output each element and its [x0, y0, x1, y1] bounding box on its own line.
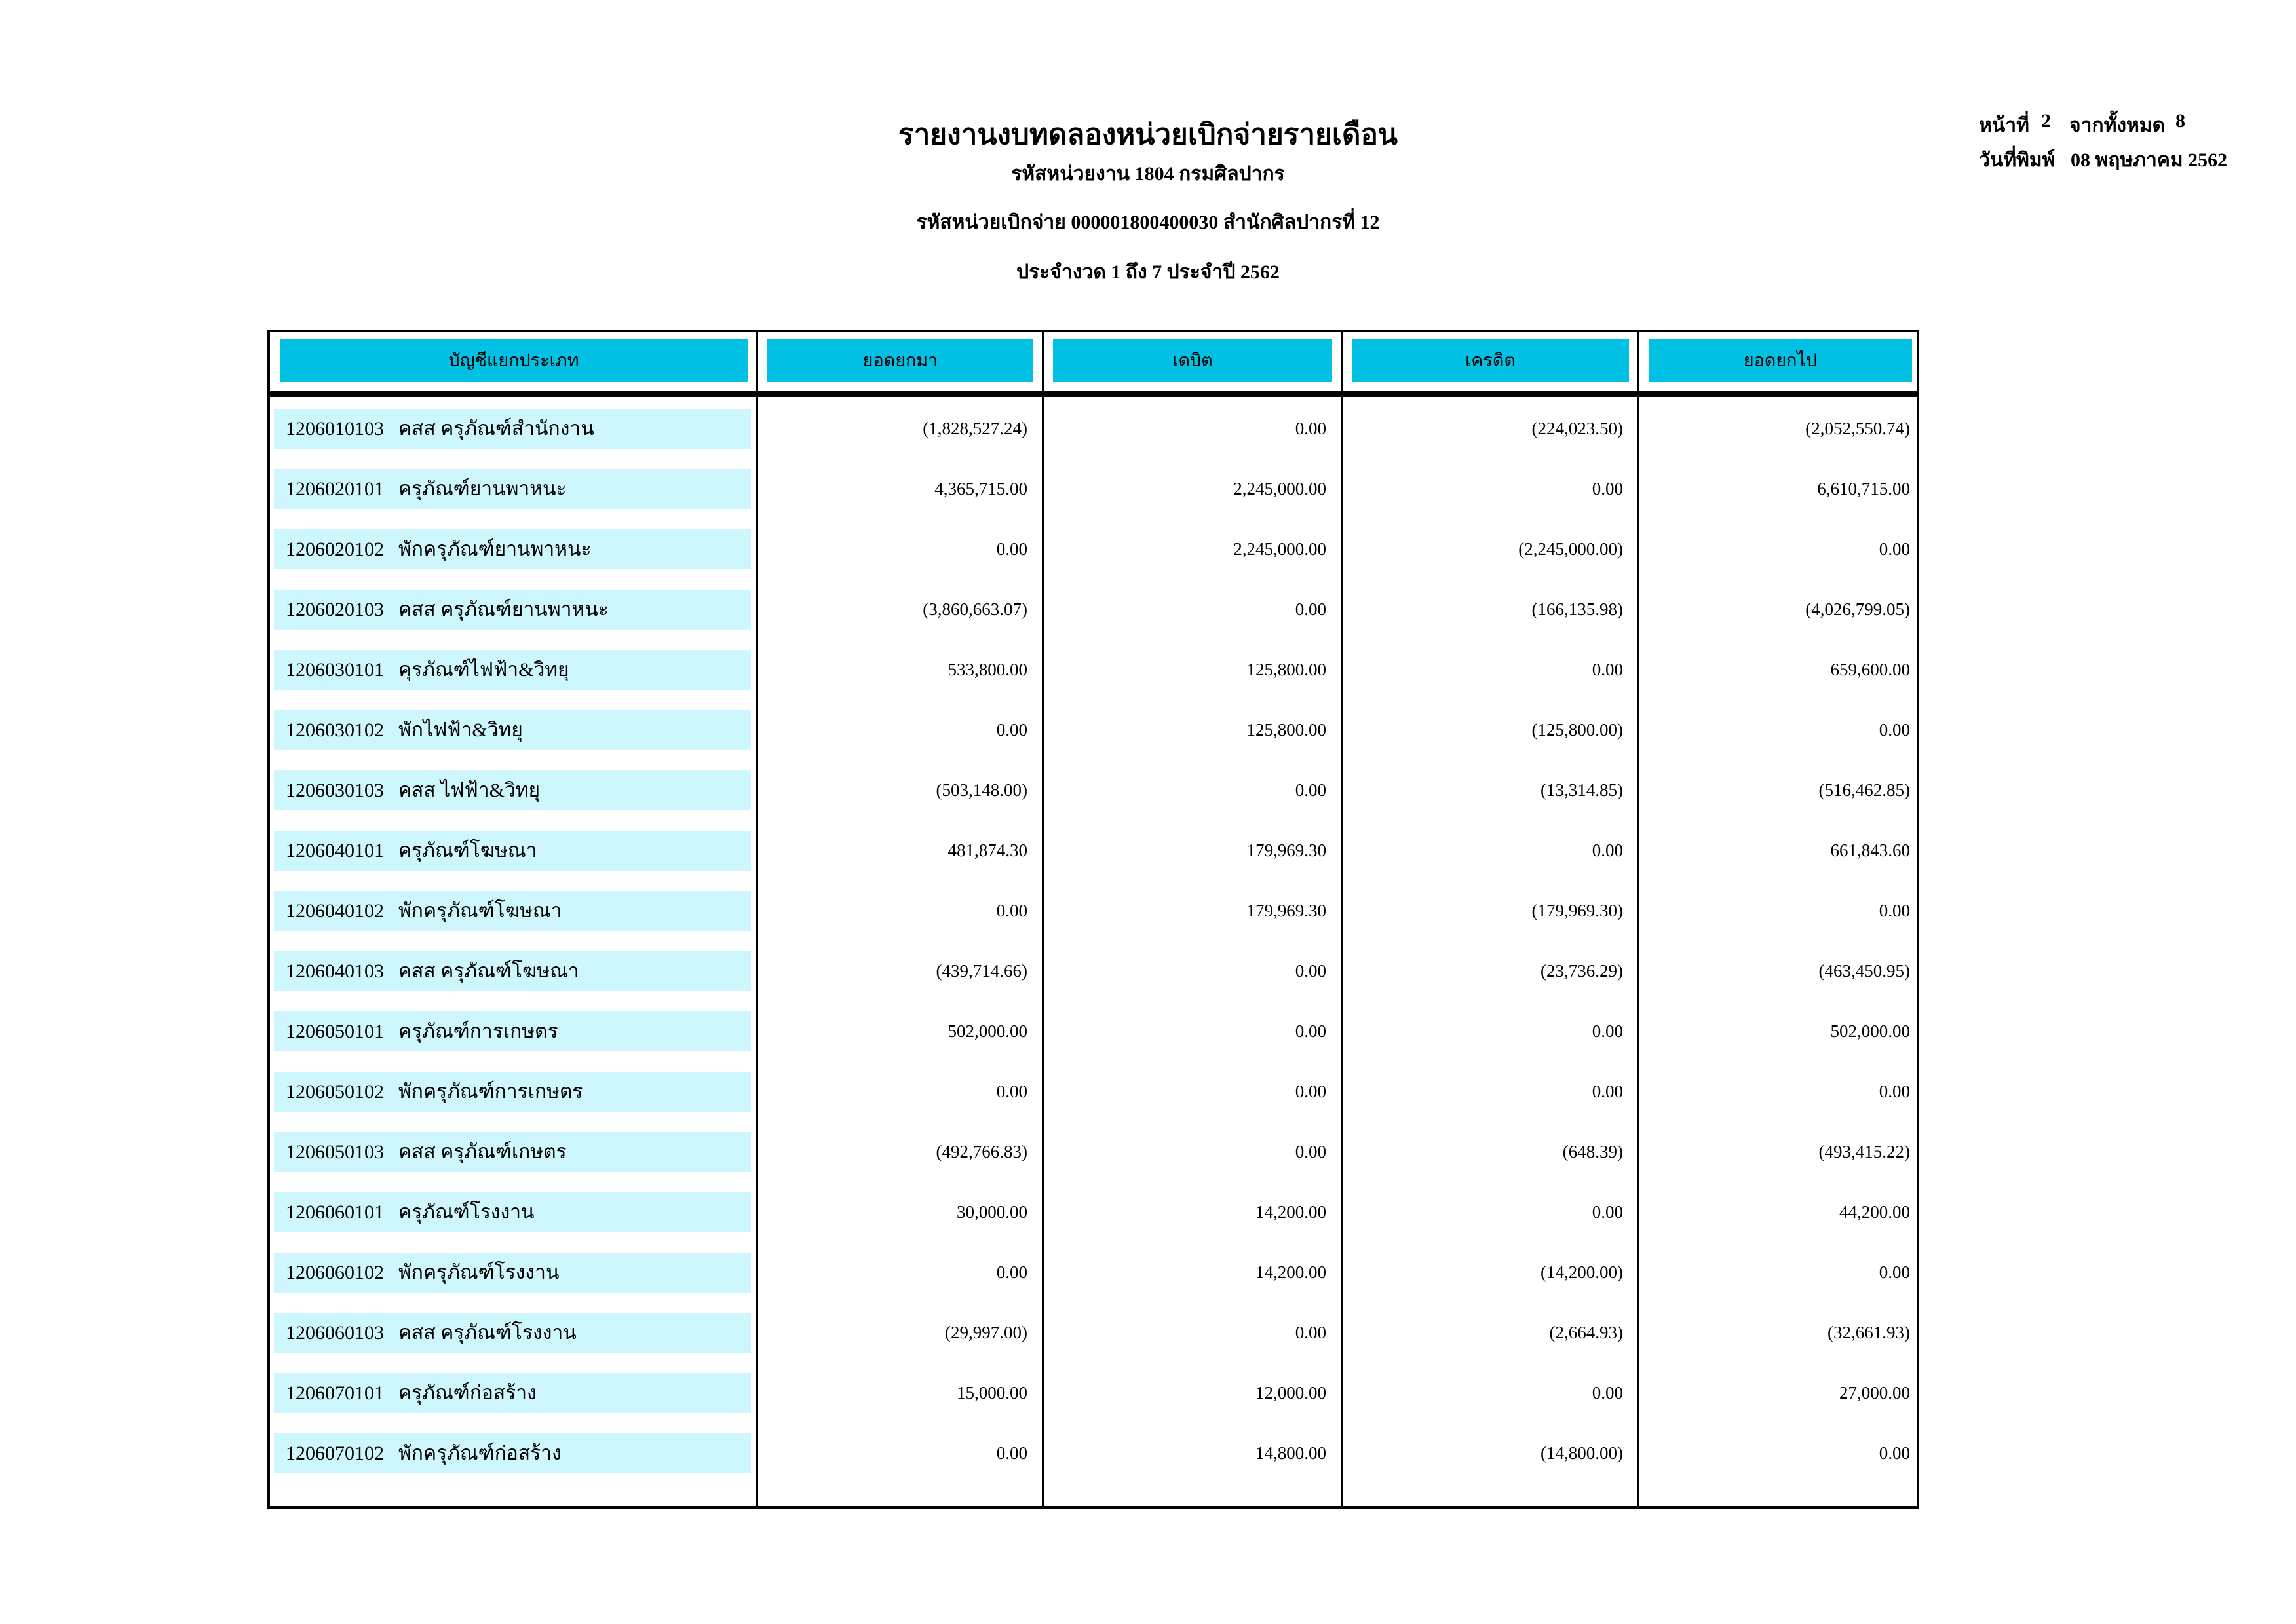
account-row-stripe: [274, 650, 751, 690]
amount-debit: 0.00: [1295, 961, 1326, 981]
amount-brought-forward: (492,766.83): [936, 1142, 1027, 1161]
amount-debit: 125,800.00: [1246, 660, 1326, 679]
account-row-stripe: [274, 1433, 751, 1473]
account-row-stripe: [274, 1192, 751, 1232]
period-line: ประจำงวด 1 ถึง 7 ประจำปี 2562: [1016, 261, 1280, 283]
account-code: 1206030102: [286, 719, 384, 741]
account-name: คุรภัณฑ์ไฟฟ้า&วิทยุ: [398, 659, 569, 681]
amount-credit: (166,135.98): [1531, 599, 1623, 619]
amount-credit: (13,314.85): [1540, 780, 1623, 800]
account-code: 1206050103: [286, 1141, 384, 1163]
amount-credit: (2,664.93): [1549, 1323, 1623, 1342]
amount-brought-forward: 0.00: [996, 720, 1027, 740]
amount-credit: 0.00: [1592, 1383, 1623, 1403]
amount-brought-forward: 0.00: [996, 1262, 1027, 1282]
amount-debit: 0.00: [1295, 1082, 1326, 1101]
amount-debit: 0.00: [1295, 780, 1326, 800]
account-name: พักครุภัณฑ์โรงงาน: [398, 1262, 560, 1283]
account-row-stripe: [274, 710, 751, 750]
account-name: คสส ไฟฟ้า&วิทยุ: [398, 780, 541, 801]
account-code: 1206060102: [286, 1262, 384, 1283]
account-code: 1206020101: [286, 478, 384, 500]
amount-brought-forward: (3,860,663.07): [923, 599, 1027, 619]
amount-carried-forward: 0.00: [1879, 720, 1910, 740]
account-name: พักไฟฟ้า&วิทยุ: [398, 719, 523, 741]
amount-brought-forward: (1,828,527.24): [923, 419, 1027, 438]
amount-carried-forward: (493,415.22): [1818, 1142, 1910, 1161]
account-row-stripe: [274, 1132, 751, 1172]
amount-credit: (23,736.29): [1540, 961, 1623, 981]
account-code: 1206030103: [286, 780, 384, 801]
print-date-label: วันที่พิมพ์: [1979, 149, 2056, 171]
total-pages-label: จากทั้งหมด: [2069, 115, 2166, 136]
amount-brought-forward: (503,148.00): [936, 780, 1027, 800]
report-title: รายงานงบทดลองหน่วยเบิกจ่ายรายเดือน: [898, 119, 1398, 151]
amount-credit: 0.00: [1592, 660, 1623, 679]
account-row-stripe: [274, 529, 751, 569]
total-pages-value: 8: [2175, 110, 2185, 132]
page-number-label: หน้าที่: [1979, 115, 2029, 136]
account-row-stripe: [274, 590, 751, 630]
amount-carried-forward: 27,000.00: [1839, 1383, 1910, 1403]
amount-brought-forward: 4,365,715.00: [934, 479, 1027, 499]
amount-debit: 0.00: [1295, 1142, 1326, 1161]
amount-debit: 0.00: [1295, 419, 1326, 438]
amount-credit: (224,023.50): [1531, 419, 1623, 438]
amount-credit: (125,800.00): [1531, 720, 1623, 740]
amount-credit: (14,800.00): [1540, 1443, 1623, 1463]
amount-brought-forward: 30,000.00: [957, 1202, 1027, 1222]
account-name: คสส ครุภัณฑ์เกษตร: [398, 1141, 567, 1163]
print-date-value: 08 พฤษภาคม 2562: [2071, 149, 2228, 171]
amount-credit: 0.00: [1592, 479, 1623, 499]
account-name: พักครุภัณฑ์การเกษตร: [398, 1081, 583, 1103]
amount-brought-forward: 533,800.00: [947, 660, 1027, 679]
amount-debit: 2,245,000.00: [1233, 479, 1326, 499]
amount-debit: 125,800.00: [1246, 720, 1326, 740]
amount-carried-forward: 661,843.60: [1830, 840, 1910, 860]
amount-carried-forward: 0.00: [1879, 1443, 1910, 1463]
account-row-stripe: [274, 1011, 751, 1051]
account-row-stripe: [274, 951, 751, 991]
column-header-2: เดบิต: [1053, 339, 1332, 382]
amount-credit: (179,969.30): [1531, 901, 1623, 920]
account-name: คสส ครุภัณฑ์โรงงาน: [398, 1322, 577, 1344]
amount-credit: 0.00: [1592, 1202, 1623, 1222]
trial-balance-table: [267, 330, 1919, 1509]
amount-carried-forward: 0.00: [1879, 539, 1910, 559]
account-row-stripe: [274, 1072, 751, 1112]
amount-brought-forward: 0.00: [996, 539, 1027, 559]
account-row-stripe: [274, 1373, 751, 1413]
amount-carried-forward: (463,450.95): [1818, 961, 1910, 981]
amount-credit: 0.00: [1592, 840, 1623, 860]
account-name: คสส ครุภัณฑ์ยานพาหนะ: [398, 599, 609, 620]
amount-carried-forward: (516,462.85): [1818, 780, 1910, 800]
amount-debit: 2,245,000.00: [1233, 539, 1326, 559]
account-code: 1206060103: [286, 1322, 384, 1344]
account-name: พักครุภัณฑ์ยานพาหนะ: [398, 538, 592, 560]
account-name: พักครุภัณฑ์ก่อสร้าง: [398, 1443, 562, 1464]
amount-credit: (648.39): [1562, 1142, 1623, 1161]
amount-debit: 179,969.30: [1246, 840, 1326, 860]
amount-credit: 0.00: [1592, 1082, 1623, 1101]
account-name: ครุภัณฑ์โรงงาน: [398, 1201, 535, 1223]
account-row-stripe: [274, 469, 751, 509]
amount-brought-forward: 0.00: [996, 1443, 1027, 1463]
account-code: 1206070102: [286, 1443, 384, 1464]
amount-brought-forward: 481,874.30: [947, 840, 1027, 860]
amount-brought-forward: 0.00: [996, 1082, 1027, 1101]
amount-credit: (2,245,000.00): [1518, 539, 1623, 559]
account-name: คสส ครุภัณฑ์โฆษณา: [398, 960, 579, 982]
amount-brought-forward: 0.00: [996, 901, 1027, 920]
page-number-value: 2: [2041, 110, 2051, 132]
amount-carried-forward: 0.00: [1879, 901, 1910, 920]
account-row-stripe: [274, 770, 751, 810]
amount-carried-forward: 44,200.00: [1839, 1202, 1910, 1222]
amount-debit: 0.00: [1295, 599, 1326, 619]
header-underline: [270, 391, 1917, 397]
account-code: 1206040101: [286, 840, 384, 861]
amount-carried-forward: 0.00: [1879, 1082, 1910, 1101]
amount-credit: 0.00: [1592, 1021, 1623, 1041]
amount-debit: 14,800.00: [1255, 1443, 1326, 1463]
amount-carried-forward: 659,600.00: [1830, 660, 1910, 679]
amount-debit: 179,969.30: [1246, 901, 1326, 920]
account-row-stripe: [274, 831, 751, 871]
account-row-stripe: [274, 1253, 751, 1293]
account-code: 1206050102: [286, 1081, 384, 1103]
amount-carried-forward: 6,610,715.00: [1817, 479, 1910, 499]
amount-carried-forward: 0.00: [1879, 1262, 1910, 1282]
disbursement-unit-line: รหัสหน่วยเบิกจ่าย 000001800400030 สำนักศิลปากรที่ 12: [916, 212, 1380, 233]
account-name: ครุภัณฑ์ยานพาหนะ: [398, 478, 567, 500]
account-row-stripe: [274, 1313, 751, 1353]
amount-carried-forward: (4,026,799.05): [1805, 599, 1910, 619]
account-code: 1206060101: [286, 1201, 384, 1223]
amount-debit: 12,000.00: [1255, 1383, 1326, 1403]
account-name: คสส ครุภัณฑ์สำนักงาน: [398, 418, 594, 440]
account-name: ครุภัณฑ์การเกษตร: [398, 1021, 558, 1042]
amount-brought-forward: (439,714.66): [936, 961, 1027, 981]
account-code: 1206020102: [286, 538, 384, 560]
amount-brought-forward: (29,997.00): [945, 1323, 1027, 1342]
amount-debit: 14,200.00: [1255, 1262, 1326, 1282]
amount-carried-forward: 502,000.00: [1830, 1021, 1910, 1041]
column-header-3: เครดิต: [1352, 339, 1629, 382]
account-row-stripe: [274, 409, 751, 449]
account-code: 1206020103: [286, 599, 384, 620]
account-name: พักครุภัณฑ์โฆษณา: [398, 900, 562, 922]
amount-credit: (14,200.00): [1540, 1262, 1623, 1282]
amount-brought-forward: 502,000.00: [947, 1021, 1027, 1041]
account-code: 1206040102: [286, 900, 384, 922]
account-code: 1206040103: [286, 960, 384, 982]
account-name: ครุภัณฑ์ก่อสร้าง: [398, 1382, 537, 1404]
column-header-4: ยอดยกไป: [1649, 339, 1912, 382]
amount-debit: 0.00: [1295, 1323, 1326, 1342]
account-code: 1206010103: [286, 418, 384, 440]
agency-code-line: รหัสหน่วยงาน 1804 กรมศิลปากร: [1011, 163, 1285, 185]
amount-carried-forward: (32,661.93): [1827, 1323, 1910, 1342]
amount-debit: 14,200.00: [1255, 1202, 1326, 1222]
account-code: 1206050101: [286, 1021, 384, 1042]
amount-brought-forward: 15,000.00: [957, 1383, 1027, 1403]
column-header-0: บัญชีแยกประเภท: [280, 339, 748, 382]
account-code: 1206070101: [286, 1382, 384, 1404]
account-code: 1206030101: [286, 659, 384, 681]
amount-carried-forward: (2,052,550.74): [1805, 419, 1910, 438]
column-header-1: ยอดยกมา: [767, 339, 1033, 382]
account-name: ครุภัณฑ์โฆษณา: [398, 840, 537, 861]
account-row-stripe: [274, 891, 751, 931]
amount-debit: 0.00: [1295, 1021, 1326, 1041]
